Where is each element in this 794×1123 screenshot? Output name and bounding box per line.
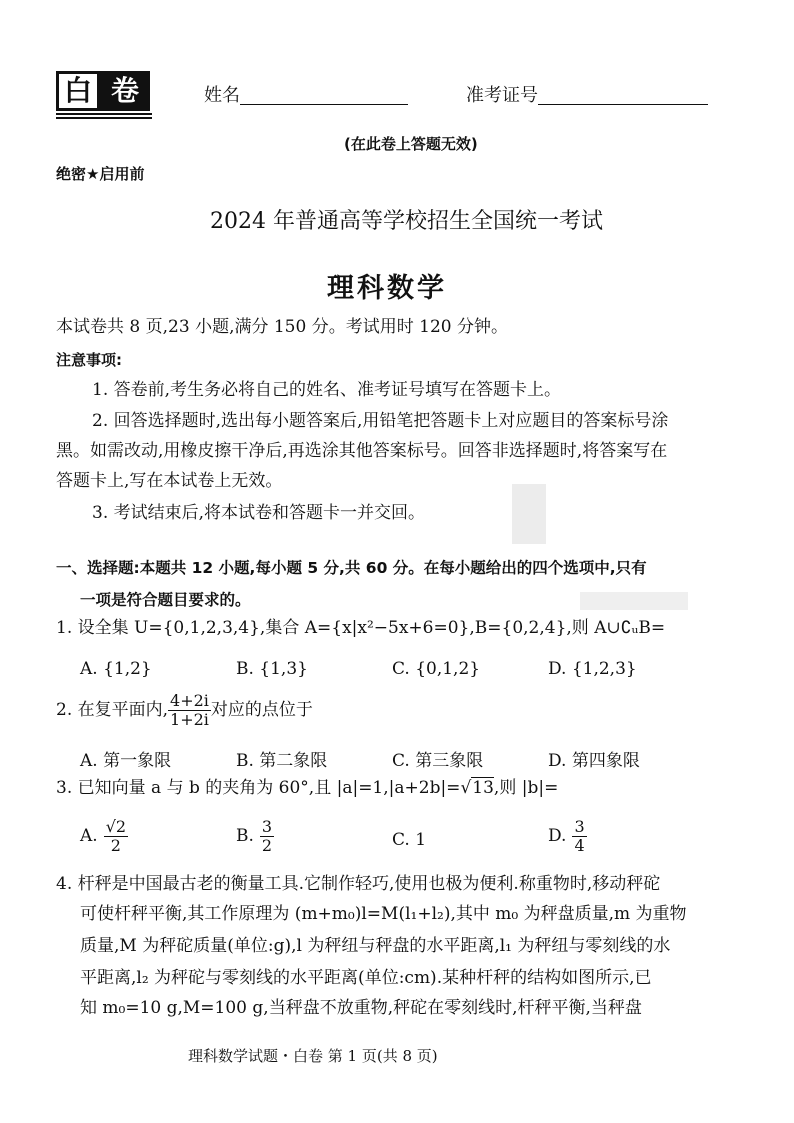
- exam-title: 2024 年普通高等学校招生全国统一考试: [210, 209, 603, 234]
- invalid-notice: (在此卷上答题无效): [344, 135, 478, 153]
- q3-stem: [56, 780, 558, 797]
- q3-stem-a: 3. 已知向量 a 与 b 的夹角为 60°,且 |a|=1,|a+2b|=: [56, 778, 461, 798]
- q2-option-c: C. 第三象限: [392, 751, 484, 771]
- scan-smudge: [580, 592, 688, 610]
- q1-option-d: D. {1,2,3}: [548, 659, 637, 679]
- q3-sqrt: √13: [460, 778, 494, 798]
- q3-option-d-label: D.: [548, 826, 567, 847]
- id-label: 准考证号: [466, 85, 538, 106]
- q1-stem: 1. 设全集 U={0,1,2,3,4},集合 A={x|x²−5x+6=0},B={0,2,4},则 A∪∁ᵤB=: [56, 618, 666, 638]
- q3-sqrt-value: 13: [472, 778, 494, 798]
- q3-stem-b: ,则 |b|=: [493, 778, 559, 798]
- q2-fraction: [168, 692, 211, 728]
- q3-a-denominator: 2: [110, 835, 121, 855]
- q4-line5: 知 m₀=10 g,M=100 g,当秤盘不放重物,秤砣在零刻线时,杆秤平衡,当秤盘: [80, 998, 642, 1018]
- name-field: [204, 87, 408, 105]
- badge-book-base: [56, 113, 152, 119]
- q2-option-d: D. 第四象限: [548, 751, 640, 771]
- q2-suffix: 对应的点位于: [210, 699, 313, 720]
- q3-option-a-label: A.: [80, 826, 98, 847]
- notes-heading: 注意事项:: [56, 351, 122, 369]
- q3-option-a: [80, 818, 128, 854]
- q1-option-b: B. {1,3}: [236, 659, 308, 679]
- q4-line3: 质量,M 为秤砣质量(单位:g),l 为秤纽与秤盘的水平距离,l₁ 为秤纽与零刻线的水: [80, 936, 671, 956]
- q3-b-numerator: 3: [261, 817, 273, 836]
- badge-left-char: 白: [56, 71, 100, 111]
- note-1: 1. 答卷前,考生务必将自己的姓名、准考证号填写在答题卡上。: [92, 380, 562, 400]
- badge-right-char: 卷: [100, 71, 150, 111]
- q3-option-d: [548, 818, 587, 854]
- subject-title: 理科数学: [327, 273, 447, 304]
- q3-d-denominator: 4: [574, 835, 585, 855]
- q2-prefix: 2. 在复平面内,: [56, 699, 169, 720]
- q4-line4: 平距离,l₂ 为秤砣与零刻线的水平距离(单位:cm).某种杆秤的结构如图所示,已: [80, 968, 652, 988]
- note-2b: 黑。如需改动,用橡皮擦干净后,再选涂其他答案标号。回答非选择题时,将答案写在: [56, 441, 668, 461]
- q3-option-a-frac: [104, 818, 128, 854]
- q2-option-b: B. 第二象限: [236, 751, 328, 771]
- section1-line2: 一项是符合题目要求的。: [80, 591, 251, 609]
- q3-option-c: C. 1: [392, 830, 427, 850]
- q4-line2: 可使杆秤平衡,其工作原理为 (m+m₀)l=M(l₁+l₂),其中 m₀ 为秤盘质量,m 为重物: [80, 904, 687, 924]
- intro-line: 本试卷共 8 页,23 小题,满分 150 分。考试用时 120 分钟。: [56, 317, 508, 337]
- scan-smudge: [512, 484, 546, 544]
- note-2c: 答题卡上,写在本试卷上无效。: [56, 471, 283, 491]
- name-blank: [240, 87, 408, 105]
- q2-numerator: 4+2i: [170, 691, 209, 710]
- q1-option-a: A. {1,2}: [80, 659, 152, 679]
- q4-line1: 4. 杆秤是中国最古老的衡量工具.它制作轻巧,使用也极为便利.称重物时,移动秤砣: [56, 874, 661, 894]
- q3-option-b-frac: [260, 818, 274, 854]
- q3-b-denominator: 2: [261, 835, 273, 855]
- q3-option-b: [236, 818, 274, 854]
- q3-d-numerator: 3: [574, 817, 585, 836]
- q3-option-d-frac: [572, 818, 586, 854]
- page-footer: 理科数学试题・白卷 第 1 页(共 8 页): [188, 1047, 438, 1065]
- id-blank: [538, 87, 708, 105]
- name-label: 姓名: [204, 85, 240, 106]
- note-3: 3. 考试结束后,将本试卷和答题卡一并交回。: [92, 503, 426, 523]
- q3-a-numerator: √2: [105, 817, 127, 836]
- note-2a: 2. 回答选择题时,选出每小题答案后,用铅笔把答题卡上对应题目的答案标号涂: [92, 411, 669, 431]
- q1-option-c: C. {0,1,2}: [392, 659, 481, 679]
- q2-denominator: 1+2i: [170, 709, 209, 729]
- q2-option-a: A. 第一象限: [80, 751, 172, 771]
- q3-option-b-label: B.: [236, 826, 254, 847]
- id-field: [466, 87, 708, 105]
- exam-badge: [56, 71, 153, 119]
- secret-mark: 绝密★启用前: [56, 165, 145, 183]
- q2-stem: [56, 692, 313, 728]
- section1-line1: 一、选择题:本题共 12 小题,每小题 5 分,共 60 分。在每小题给出的四个选项中,只有: [56, 559, 647, 577]
